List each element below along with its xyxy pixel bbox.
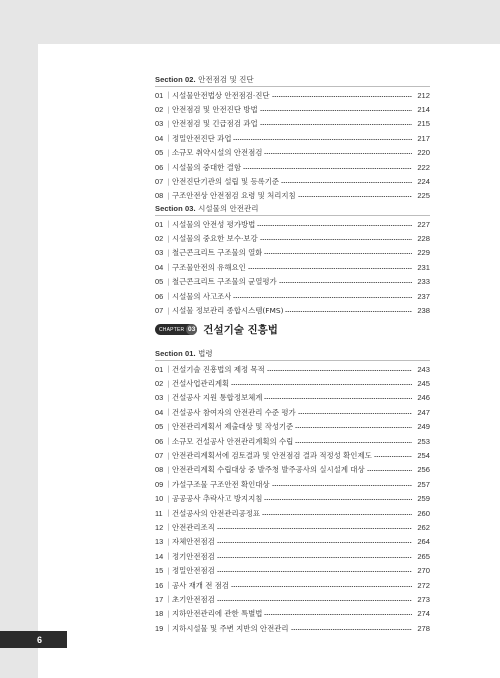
section-title: 법령	[198, 349, 213, 358]
toc-entry-page: 257	[417, 479, 430, 489]
chapter-badge	[155, 324, 197, 335]
toc-entry-page: 215	[417, 119, 430, 129]
dot-leader	[233, 297, 412, 298]
toc-entry	[155, 506, 430, 520]
toc-entry-title: 구조안전상 안전점검 요령 및 처리지침	[172, 191, 296, 201]
section-heading	[155, 348, 213, 359]
chapter-heading	[155, 322, 278, 337]
chapter-title: 건설기술 진흥법	[203, 324, 278, 336]
toc-entry	[155, 189, 430, 203]
toc-separator: |	[167, 119, 170, 128]
toc-entry-title: 지하시설물 및 주변 지반의 안전관리	[172, 623, 289, 633]
toc-entry	[155, 405, 430, 419]
dot-leader	[248, 268, 412, 269]
dot-leader	[367, 470, 412, 471]
toc-separator: |	[167, 163, 170, 172]
toc-entry-title: 건설사업관리계획	[172, 379, 230, 389]
toc-entry-number: 14	[155, 551, 164, 561]
toc-entry-title: 정밀안전점검	[172, 566, 215, 576]
toc-separator: |	[167, 105, 170, 114]
toc-entry-title: 건설공사의 안전관리공정표	[172, 508, 261, 518]
toc-entry-number: 04	[155, 262, 164, 272]
toc-entry-title: 시설물 정보관리 종합시스템(FMS)	[172, 306, 284, 316]
toc-entry	[155, 117, 430, 131]
toc-entry-number: 17	[155, 594, 164, 604]
dot-leader	[231, 384, 412, 385]
section-number: Section 01.	[155, 349, 196, 358]
toc-entry-number: 01	[155, 90, 164, 100]
dot-leader	[267, 370, 412, 371]
dot-leader	[257, 225, 412, 226]
toc-separator: |	[167, 234, 170, 243]
dot-leader	[279, 282, 412, 283]
toc-entry-number: 06	[155, 162, 164, 172]
toc-entry-title: 시설물안전법상 안전점검·진단	[172, 90, 270, 100]
toc-separator: |	[167, 494, 170, 503]
section-number: Section 03.	[155, 204, 196, 213]
toc-entry-page: 228	[417, 234, 430, 244]
dot-leader	[243, 168, 412, 169]
toc-entry	[155, 578, 430, 592]
toc-entry-title: 공사 재개 전 점검	[172, 580, 230, 590]
toc-entry-title: 안전관리계획서 제출대상 및 작성기준	[172, 422, 294, 432]
toc-entry	[155, 549, 430, 563]
toc-separator: |	[167, 263, 170, 272]
section-title: 안전점검 및 진단	[198, 75, 254, 84]
toc-entry	[155, 289, 430, 303]
dot-leader	[272, 485, 412, 486]
dot-leader	[298, 413, 412, 414]
toc-entry-page: 274	[417, 609, 430, 619]
section-title: 시설물의 안전관리	[198, 204, 259, 213]
toc-entry-number: 08	[155, 465, 164, 475]
toc-entry-title: 정기안전점검	[172, 551, 215, 561]
dot-leader	[264, 614, 412, 615]
toc-entry-title: 지하안전관리에 관한 특별법	[172, 609, 263, 619]
toc-entry-number: 03	[155, 119, 164, 129]
dot-leader	[374, 456, 412, 457]
toc-entry-page: 225	[417, 191, 430, 201]
section-rule	[155, 215, 430, 216]
toc-entry	[155, 160, 430, 174]
toc-entry-page: 220	[417, 148, 430, 158]
toc-entry	[155, 463, 430, 477]
toc-entry-number: 10	[155, 494, 164, 504]
toc-entry-page: 222	[417, 162, 430, 172]
toc-entry-title: 공공공사 추락사고 방지지침	[172, 494, 263, 504]
toc-entry-number: 07	[155, 451, 164, 461]
toc-entry-title: 구조물안전의 유해요인	[172, 262, 246, 272]
toc-entry-page: 233	[417, 277, 430, 287]
toc-entry-title: 시설물의 중요한 보수·보강	[172, 234, 258, 244]
top-margin-band	[0, 0, 500, 44]
toc-separator: |	[167, 177, 170, 186]
toc-entry-page: 264	[417, 537, 430, 547]
toc-entry-page: 260	[417, 508, 430, 518]
toc-list	[155, 217, 430, 318]
dot-leader	[233, 139, 412, 140]
dot-leader	[264, 153, 412, 154]
toc-entry	[155, 535, 430, 549]
toc-separator: |	[167, 248, 170, 257]
dot-leader	[217, 557, 412, 558]
toc-entry-title: 철근콘크리트 구조물의 균열평가	[172, 277, 277, 287]
dot-leader	[272, 96, 412, 97]
toc-entry-page: 270	[417, 566, 430, 576]
toc-entry-number: 01	[155, 219, 164, 229]
toc-entry-page: 265	[417, 551, 430, 561]
toc-entry	[155, 563, 430, 577]
toc-entry-number: 13	[155, 537, 164, 547]
toc-entry	[155, 448, 430, 462]
toc-separator: |	[167, 465, 170, 474]
toc-entry-title: 건설공사 지원 통합정보체계	[172, 393, 263, 403]
toc-entry-title: 초기안전점검	[172, 594, 215, 604]
toc-entry-number: 04	[155, 407, 164, 417]
toc-entry-page: 229	[417, 248, 430, 258]
toc-entry-page: 224	[417, 177, 430, 187]
toc-separator: |	[167, 566, 170, 575]
toc-separator: |	[167, 292, 170, 301]
toc-entry-number: 08	[155, 191, 164, 201]
toc-separator: |	[167, 134, 170, 143]
dot-leader	[217, 600, 412, 601]
toc-entry-page: 246	[417, 393, 430, 403]
toc-entry-page: 237	[417, 291, 430, 301]
dot-leader	[298, 196, 412, 197]
toc-entry-number: 05	[155, 148, 164, 158]
dot-leader	[217, 571, 412, 572]
toc-entry	[155, 607, 430, 621]
toc-entry-number: 12	[155, 522, 164, 532]
toc-entry-page: 231	[417, 262, 430, 272]
dot-leader	[285, 311, 412, 312]
toc-entry-number: 09	[155, 479, 164, 489]
toc-entry-number: 16	[155, 580, 164, 590]
dot-leader	[295, 442, 412, 443]
toc-list	[155, 88, 430, 203]
dot-leader	[264, 499, 412, 500]
toc-separator: |	[167, 148, 170, 157]
toc-entry	[155, 174, 430, 188]
toc-entry-number: 15	[155, 566, 164, 576]
toc-entry-title: 가설구조물 구조안전 확인대상	[172, 479, 270, 489]
toc-entry-number: 03	[155, 248, 164, 258]
toc-entry-page: 238	[417, 306, 430, 316]
toc-separator: |	[167, 609, 170, 618]
dot-leader	[264, 398, 412, 399]
section-rule	[155, 360, 430, 361]
toc-entry-title: 건설공사 참여자의 안전관리 수준 평가	[172, 407, 296, 417]
section-number: Section 02.	[155, 75, 196, 84]
toc-separator: |	[167, 581, 170, 590]
toc-entry	[155, 520, 430, 534]
toc-entry-number: 04	[155, 133, 164, 143]
toc-entry-title: 소규모 건설공사 안전관리계획의 수립	[172, 436, 294, 446]
toc-entry-number: 18	[155, 609, 164, 619]
toc-entry	[155, 217, 430, 231]
toc-entry-title: 안전관리계획 수립대상 중 발주청 발주공사의 실시설계 대상	[172, 465, 365, 475]
section-rule	[155, 86, 430, 87]
toc-separator: |	[167, 537, 170, 546]
toc-entry-page: 214	[417, 105, 430, 115]
toc-entry-page: 247	[417, 407, 430, 417]
toc-entry	[155, 434, 430, 448]
toc-entry-page: 273	[417, 594, 430, 604]
toc-entry-page: 272	[417, 580, 430, 590]
toc-entry-title: 건설기술 진흥법의 제정 목적	[172, 364, 265, 374]
toc-entry-number: 02	[155, 234, 164, 244]
toc-entry-number: 07	[155, 177, 164, 187]
toc-entry-number: 05	[155, 277, 164, 287]
toc-entry-title: 안전진단기관의 설립 및 등록기준	[172, 177, 280, 187]
toc-entry-number: 01	[155, 364, 164, 374]
toc-separator: |	[167, 306, 170, 315]
toc-entry-title: 안전관리계획서에 검토결과 및 안전점검 결과 적정성 확인제도	[172, 451, 372, 461]
toc-list	[155, 362, 430, 635]
toc-separator: |	[167, 277, 170, 286]
toc-entry-page: 245	[417, 379, 430, 389]
toc-entry-title: 안전점검 및 안전진단 방법	[172, 105, 258, 115]
toc-entry-page: 278	[417, 623, 430, 633]
toc-entry-title: 소규모 취약시설의 안전점검	[172, 148, 263, 158]
toc-entry	[155, 102, 430, 116]
dot-leader	[217, 528, 412, 529]
toc-entry-page: 253	[417, 436, 430, 446]
toc-separator: |	[167, 191, 170, 200]
toc-separator: |	[167, 408, 170, 417]
toc-separator: |	[167, 393, 170, 402]
dot-leader	[231, 586, 412, 587]
toc-entry	[155, 246, 430, 260]
toc-entry-number: 06	[155, 436, 164, 446]
chapter-label: CHAPTER	[159, 326, 185, 333]
toc-entry	[155, 260, 430, 274]
chapter-number: 03	[187, 326, 196, 333]
toc-entry-page: 243	[417, 364, 430, 374]
dot-leader	[260, 239, 412, 240]
toc-entry	[155, 376, 430, 390]
toc-separator: |	[167, 437, 170, 446]
dot-leader	[217, 542, 412, 543]
dot-leader	[260, 124, 412, 125]
toc-entry-title: 시설물의 중대한 결함	[172, 162, 241, 172]
toc-entry-title: 자체안전점검	[172, 537, 215, 547]
toc-separator: |	[167, 451, 170, 460]
toc-separator: |	[167, 552, 170, 561]
toc-separator: |	[167, 379, 170, 388]
toc-entry-title: 정밀안전진단 과업	[172, 133, 232, 143]
toc-entry	[155, 420, 430, 434]
toc-entry-number: 02	[155, 379, 164, 389]
toc-separator: |	[167, 624, 170, 633]
dot-leader	[262, 514, 412, 515]
section-heading	[155, 74, 254, 85]
dot-leader	[260, 110, 412, 111]
toc-entry-title: 안전점검 및 긴급점검 과업	[172, 119, 258, 129]
dot-leader	[281, 182, 412, 183]
toc-entry	[155, 131, 430, 145]
toc-separator: |	[167, 480, 170, 489]
toc-entry	[155, 492, 430, 506]
toc-entry-page: 262	[417, 522, 430, 532]
toc-entry	[155, 477, 430, 491]
toc-separator: |	[167, 509, 170, 518]
toc-entry-number: 03	[155, 393, 164, 403]
toc-separator: |	[167, 595, 170, 604]
dot-leader	[264, 253, 412, 254]
toc-entry-title: 시설물의 사고조사	[172, 291, 232, 301]
toc-entry-number: 11	[155, 508, 163, 518]
toc-entry	[155, 275, 430, 289]
toc-entry-number: 05	[155, 422, 164, 432]
toc-entry-page: 227	[417, 219, 430, 229]
toc-entry-number: 06	[155, 291, 164, 301]
dot-leader	[291, 629, 413, 630]
toc-separator: |	[167, 220, 170, 229]
toc-entry	[155, 621, 430, 635]
section-heading	[155, 203, 258, 214]
toc-entry-page: 254	[417, 451, 430, 461]
toc-entry-page: 256	[417, 465, 430, 475]
dot-leader	[295, 427, 412, 428]
toc-entry-number: 02	[155, 105, 164, 115]
toc-separator: |	[167, 422, 170, 431]
toc-entry-page: 212	[417, 90, 430, 100]
toc-entry	[155, 231, 430, 245]
toc-entry	[155, 88, 430, 102]
toc-entry-title: 안전관리조직	[172, 522, 215, 532]
page-number: 6	[0, 631, 67, 648]
toc-entry-page: 249	[417, 422, 430, 432]
toc-separator: |	[167, 365, 170, 374]
toc-entry-title: 시설물의 안전성 평가방법	[172, 219, 256, 229]
toc-separator: |	[167, 523, 170, 532]
toc-entry	[155, 391, 430, 405]
toc-separator: |	[167, 91, 170, 100]
toc-entry-number: 19	[155, 623, 164, 633]
toc-entry-page: 259	[417, 494, 430, 504]
toc-entry-title: 철근콘크리트 구조물의 열화	[172, 248, 263, 258]
left-margin-band	[0, 44, 38, 678]
toc-entry	[155, 592, 430, 606]
toc-entry	[155, 362, 430, 376]
toc-entry	[155, 146, 430, 160]
toc-entry-number: 07	[155, 306, 164, 316]
toc-entry	[155, 303, 430, 317]
toc-entry-page: 217	[417, 133, 430, 143]
